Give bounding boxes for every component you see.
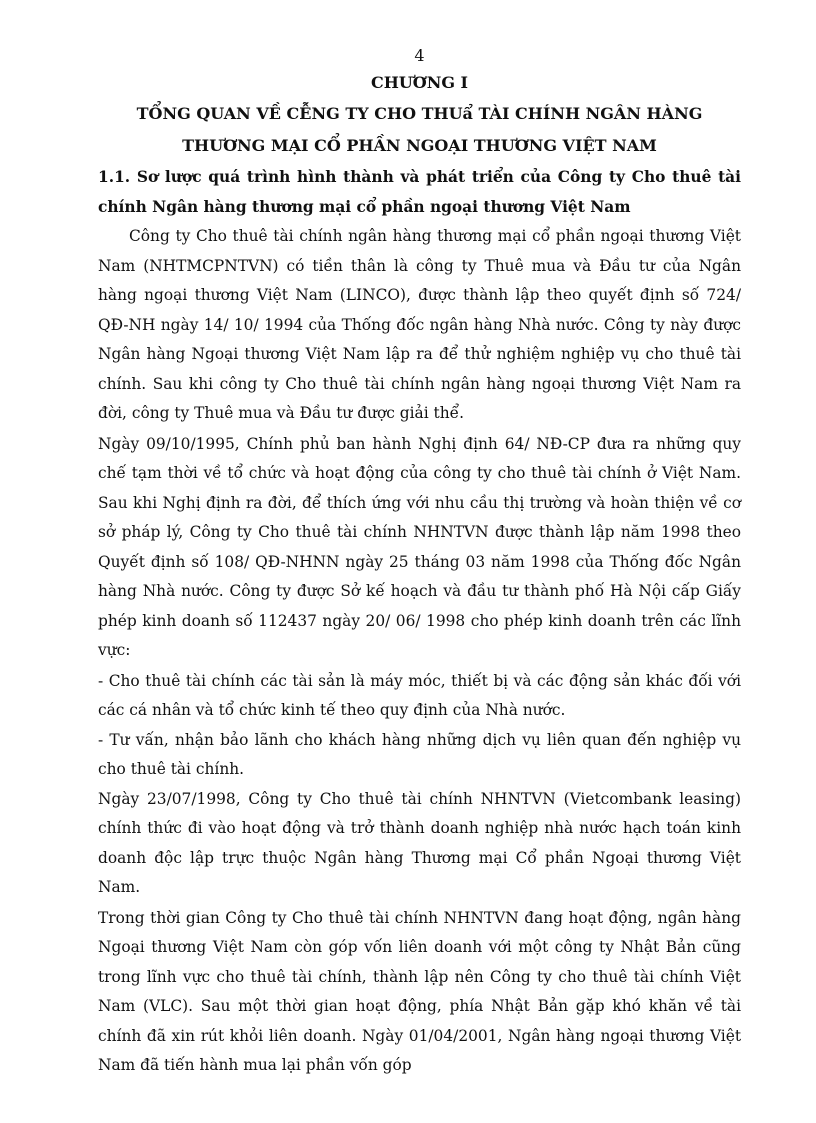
- list-item-consulting: - Tư vấn, nhận bảo lãnh cho khách hàng những dịch vụ liên quan đến nghiệp vụ cho thuê tài chính.: [98, 730, 741, 778]
- paragraph-company-origin: Công ty Cho thuê tài chính ngân hàng thương mại cổ phần ngoại thương Việt Nam (NHTMCPNTVN) có tiền thân là công ty Thuê mua và Đầu tư của Ngân hàng ngoại thương Việt Nam (LINCO), được thành lập theo quyết định số 724/ QĐ-NH ngày 14/ 10/ 1994 của Thống đốc ngân hàng Nhà nước. Công ty này được Ngân hàng Ngoại thương Việt Nam lập ra để thử nghiệm nghiệp vụ cho thuê tài chính. Sau khi công ty Cho thuê tài chính ngân hàng ngoại thương Việt Nam ra đời, công ty Thuê mua và Đầu tư được giải thể.: [98, 227, 741, 422]
- section-heading: 1.1. Sơ lược quá trình hình thành và phát triển của Công ty Cho thuê tài chính Ngân hàng thương mại cổ phần ngoại thương Việt Nam: [98, 168, 741, 216]
- page-content: [98, 44, 741, 1082]
- chapter-title-line-2: THƯƠNG MẠI CỔ PHẦN NGOẠI THƯƠNG VIỆT NAM: [182, 136, 657, 155]
- list-item-financial-leasing: - Cho thuê tài chính các tài sản là máy móc, thiết bị và các động sản khác đối với các cá nhân và tổ chức kinh tế theo quy định của Nhà nước.: [98, 671, 741, 719]
- paragraph-start-operation: Ngày 23/07/1998, Công ty Cho thuê tài chính NHNTVN (Vietcombank leasing) chính thức đi vào hoạt động và trở thành doanh nghiệp nhà nước hạch toán kinh doanh độc lập trực thuộc Ngân hàng Thương mại Cổ phần Ngoại thương Việt Nam.: [98, 789, 741, 896]
- page-number: 4: [414, 46, 425, 65]
- paragraph-joint-venture: Trong thời gian Công ty Cho thuê tài chính NHNTVN đang hoạt động, ngân hàng Ngoại thương Việt Nam còn góp vốn liên doanh với một công ty Nhật Bản cũng trong lĩnh vực cho thuê tài chính, thành lập nên Công ty cho thuê tài chính Việt Nam (VLC). Sau một thời gian hoạt động, phía Nhật Bản gặp khó khăn về tài chính đã xin rút khỏi liên doanh. Ngày 01/04/2001, Ngân hàng ngoại thương Việt Nam đã tiến hành mua lại phần vốn góp: [98, 908, 741, 1074]
- paragraph-decree-1995: Ngày 09/10/1995, Chính phủ ban hành Nghị định 64/ NĐ-CP đưa ra những quy chế tạm thời về tổ chức và hoạt động của công ty cho thuê tài chính ở Việt Nam. Sau khi Nghị định ra đời, để thích ứng với nhu cầu thị trường và hoàn thiện về cơ sở pháp lý, Công ty Cho thuê tài chính NHNTVN được thành lập năm 1998 theo Quyết định số 108/ QĐ-NHNN ngày 25 tháng 03 năm 1998 của Thống đốc Ngân hàng Nhà nước. Công ty được Sở kế hoạch và đầu tư thành phố Hà Nội cấp Giấy phép kinh doanh số 112437 ngày 20/ 06/ 1998 cho phép kinh doanh trên các lĩnh vực:: [98, 434, 741, 659]
- chapter-title-line-1: TỔNG QUAN VỀ CỄNG TY CHO THUẩ TÀI CHÍNH NGÂN HÀNG: [136, 104, 703, 123]
- chapter-heading: CHƯƠNG I: [370, 73, 469, 92]
